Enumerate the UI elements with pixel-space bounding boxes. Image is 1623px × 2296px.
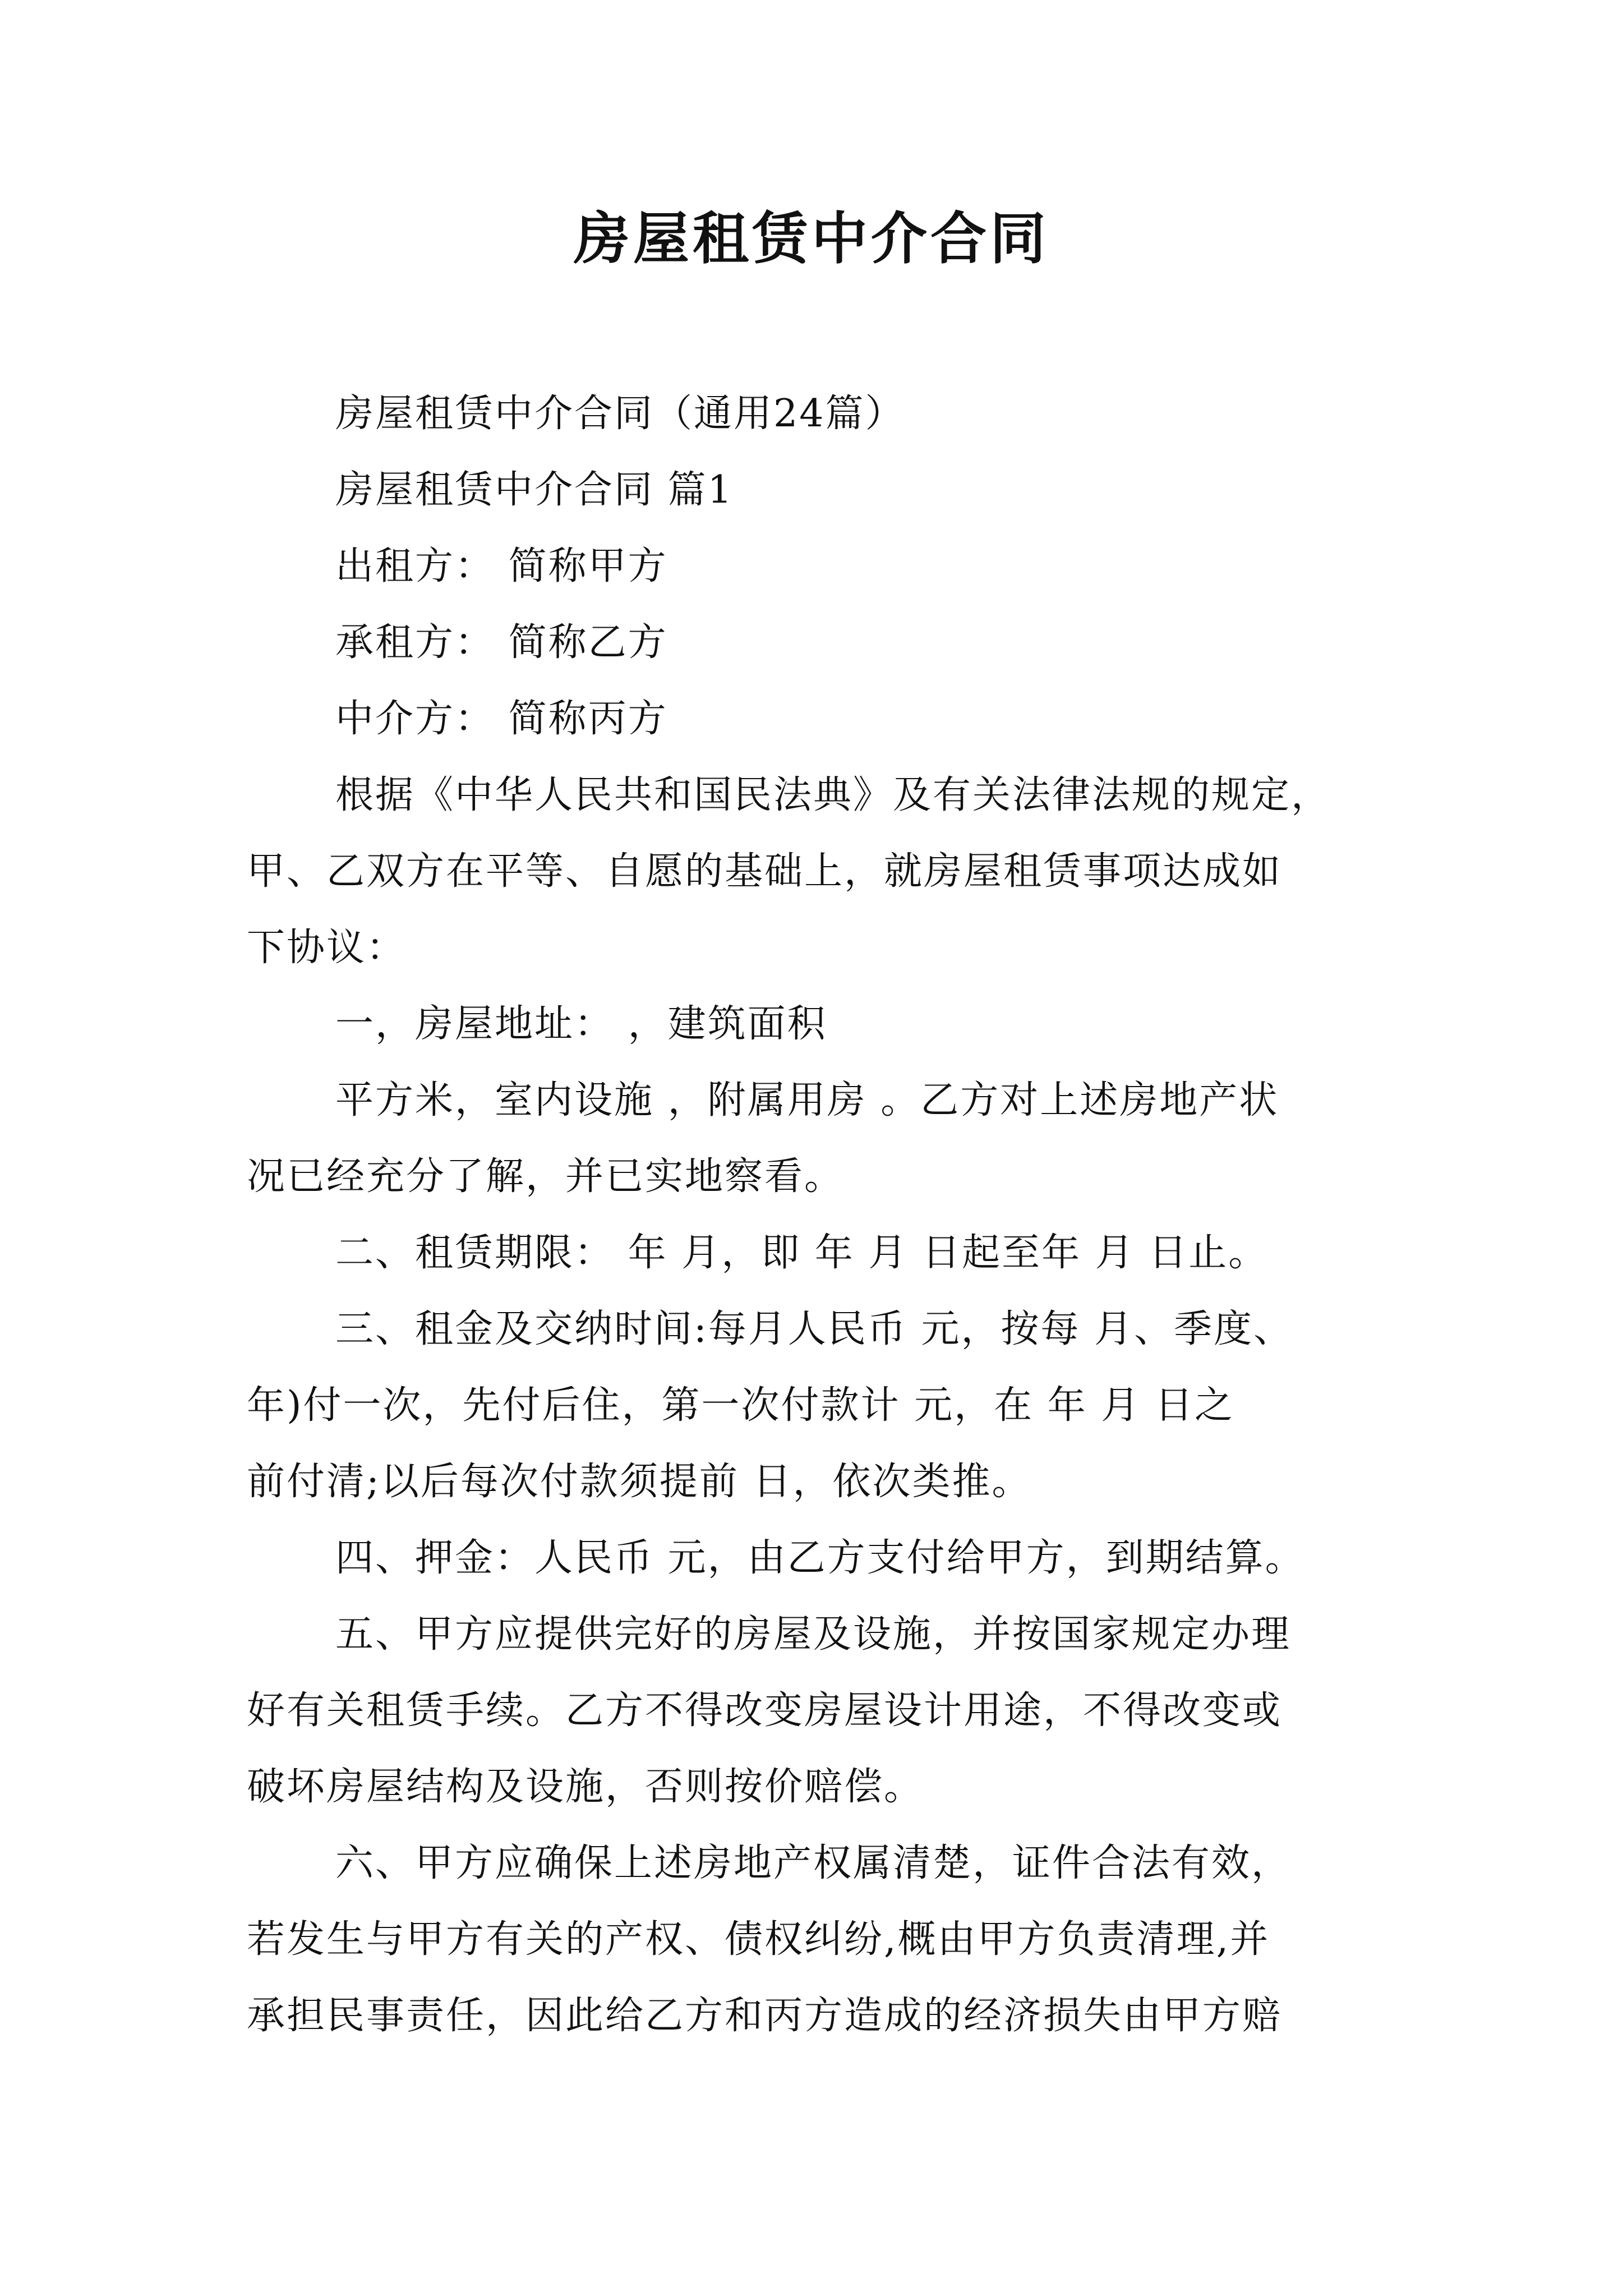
text-line: 五、甲方应提供完好的房屋及设施，并按国家规定办理	[335, 1612, 1292, 1657]
text-line: 房屋租赁中介合同 篇1	[335, 468, 734, 512]
text-line: 三、租金及交纳时间:每月人民币 元，按每 月、季度、	[335, 1307, 1294, 1351]
text-line: 四、押金：人民币 元，由乙方支付给甲方，到期结算。	[335, 1536, 1305, 1580]
text-line: 出租方： 简称甲方	[335, 544, 668, 588]
text-line: 六、甲方应确保上述房地产权属清楚，证件合法有效，	[335, 1841, 1292, 1885]
text-line: 好有关租赁手续。乙方不得改变房屋设计用途，不得改变或	[247, 1688, 1283, 1733]
text-line: 根据《中华人民共和国民法典》及有关法律法规的规定，	[335, 773, 1331, 817]
text-line: 二、租赁期限： 年 月，即 年 月 日起至年 月 日止。	[335, 1231, 1269, 1275]
text-line: 破坏房屋结构及设施，否则按价赔偿。	[247, 1765, 924, 1809]
text-line: 承租方： 简称乙方	[335, 620, 668, 665]
text-line: 况已经充分了解，并已实地察看。	[247, 1154, 845, 1199]
document-title: 房屋租赁中介合同	[574, 205, 1049, 272]
text-line: 年)付一次，先付后住，第一次付款计 元，在 年 月 日之	[247, 1383, 1234, 1428]
text-line: 前付清;以后每次付款须提前 日，依次类推。	[247, 1460, 1032, 1504]
text-line: 中介方： 简称丙方	[335, 697, 668, 741]
text-line: 若发生与甲方有关的产权、债权纠纷,概由甲方负责清理,并	[247, 1917, 1270, 1962]
text-line: 平方米，室内设施 ，附属用房 。乙方对上述房地产状	[335, 1078, 1279, 1122]
text-line: 房屋租赁中介合同（通用24篇）	[335, 392, 905, 436]
text-line: 甲、乙双方在平等、自愿的基础上，就房屋租赁事项达成如	[247, 849, 1283, 894]
text-line: 一，房屋地址： ，建筑面积	[335, 1002, 827, 1046]
text-line: 承担民事责任，因此给乙方和丙方造成的经济损失由甲方赔	[247, 1994, 1283, 2038]
text-line: 下协议：	[247, 926, 407, 970]
